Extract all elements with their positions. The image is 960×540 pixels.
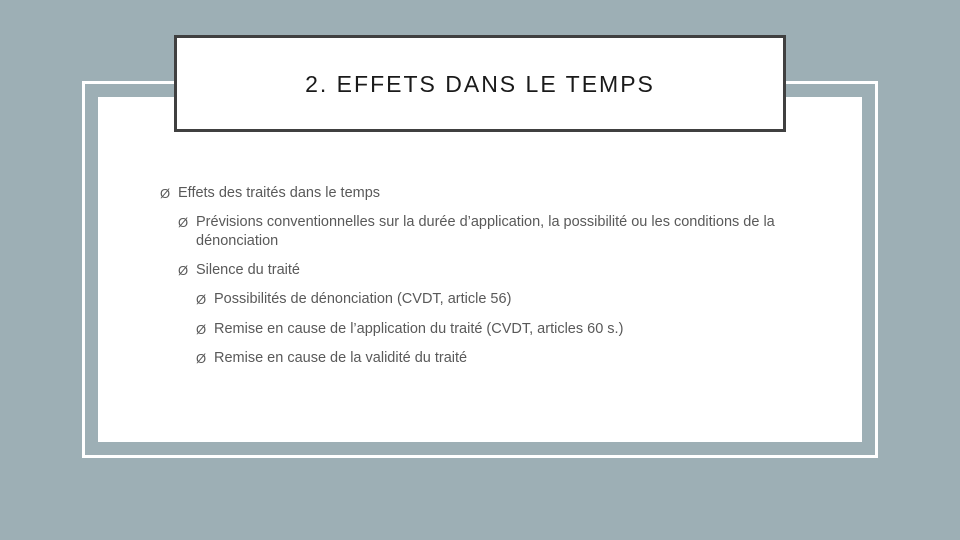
bullet-text: Prévisions conventionnelles sur la durée d’application, la possibilité ou les conditions de la dénonciation <box>196 214 775 249</box>
bullet-text: Possibilités de dénonciation (CVDT, article 56) <box>214 291 512 307</box>
arrow-bullet-icon: Ø <box>178 263 189 278</box>
bullet-text: Effets des traités dans le temps <box>178 185 381 201</box>
arrow-bullet-icon: Ø <box>196 351 207 366</box>
arrow-bullet-icon: Ø <box>178 215 189 230</box>
bullet-item-level-3 <box>196 349 467 368</box>
bullet-item-level-2 <box>178 261 300 280</box>
bullet-item-level-3 <box>196 320 623 339</box>
bullet-text: Remise en cause de l’application du traité (CVDT, articles 60 s.) <box>214 321 624 337</box>
arrow-bullet-icon: Ø <box>196 292 207 307</box>
arrow-bullet-icon: Ø <box>160 186 171 201</box>
bullet-text: Silence du traité <box>196 262 300 278</box>
bullet-item-level-1 <box>160 184 380 203</box>
slide-title: 2. EFFETS DANS LE TEMPS <box>305 70 655 97</box>
bullet-item-level-3 <box>196 290 511 309</box>
bullet-item-level-2 <box>178 213 828 251</box>
arrow-bullet-icon: Ø <box>196 322 207 337</box>
bullet-text: Remise en cause de la validité du traité <box>214 350 468 366</box>
